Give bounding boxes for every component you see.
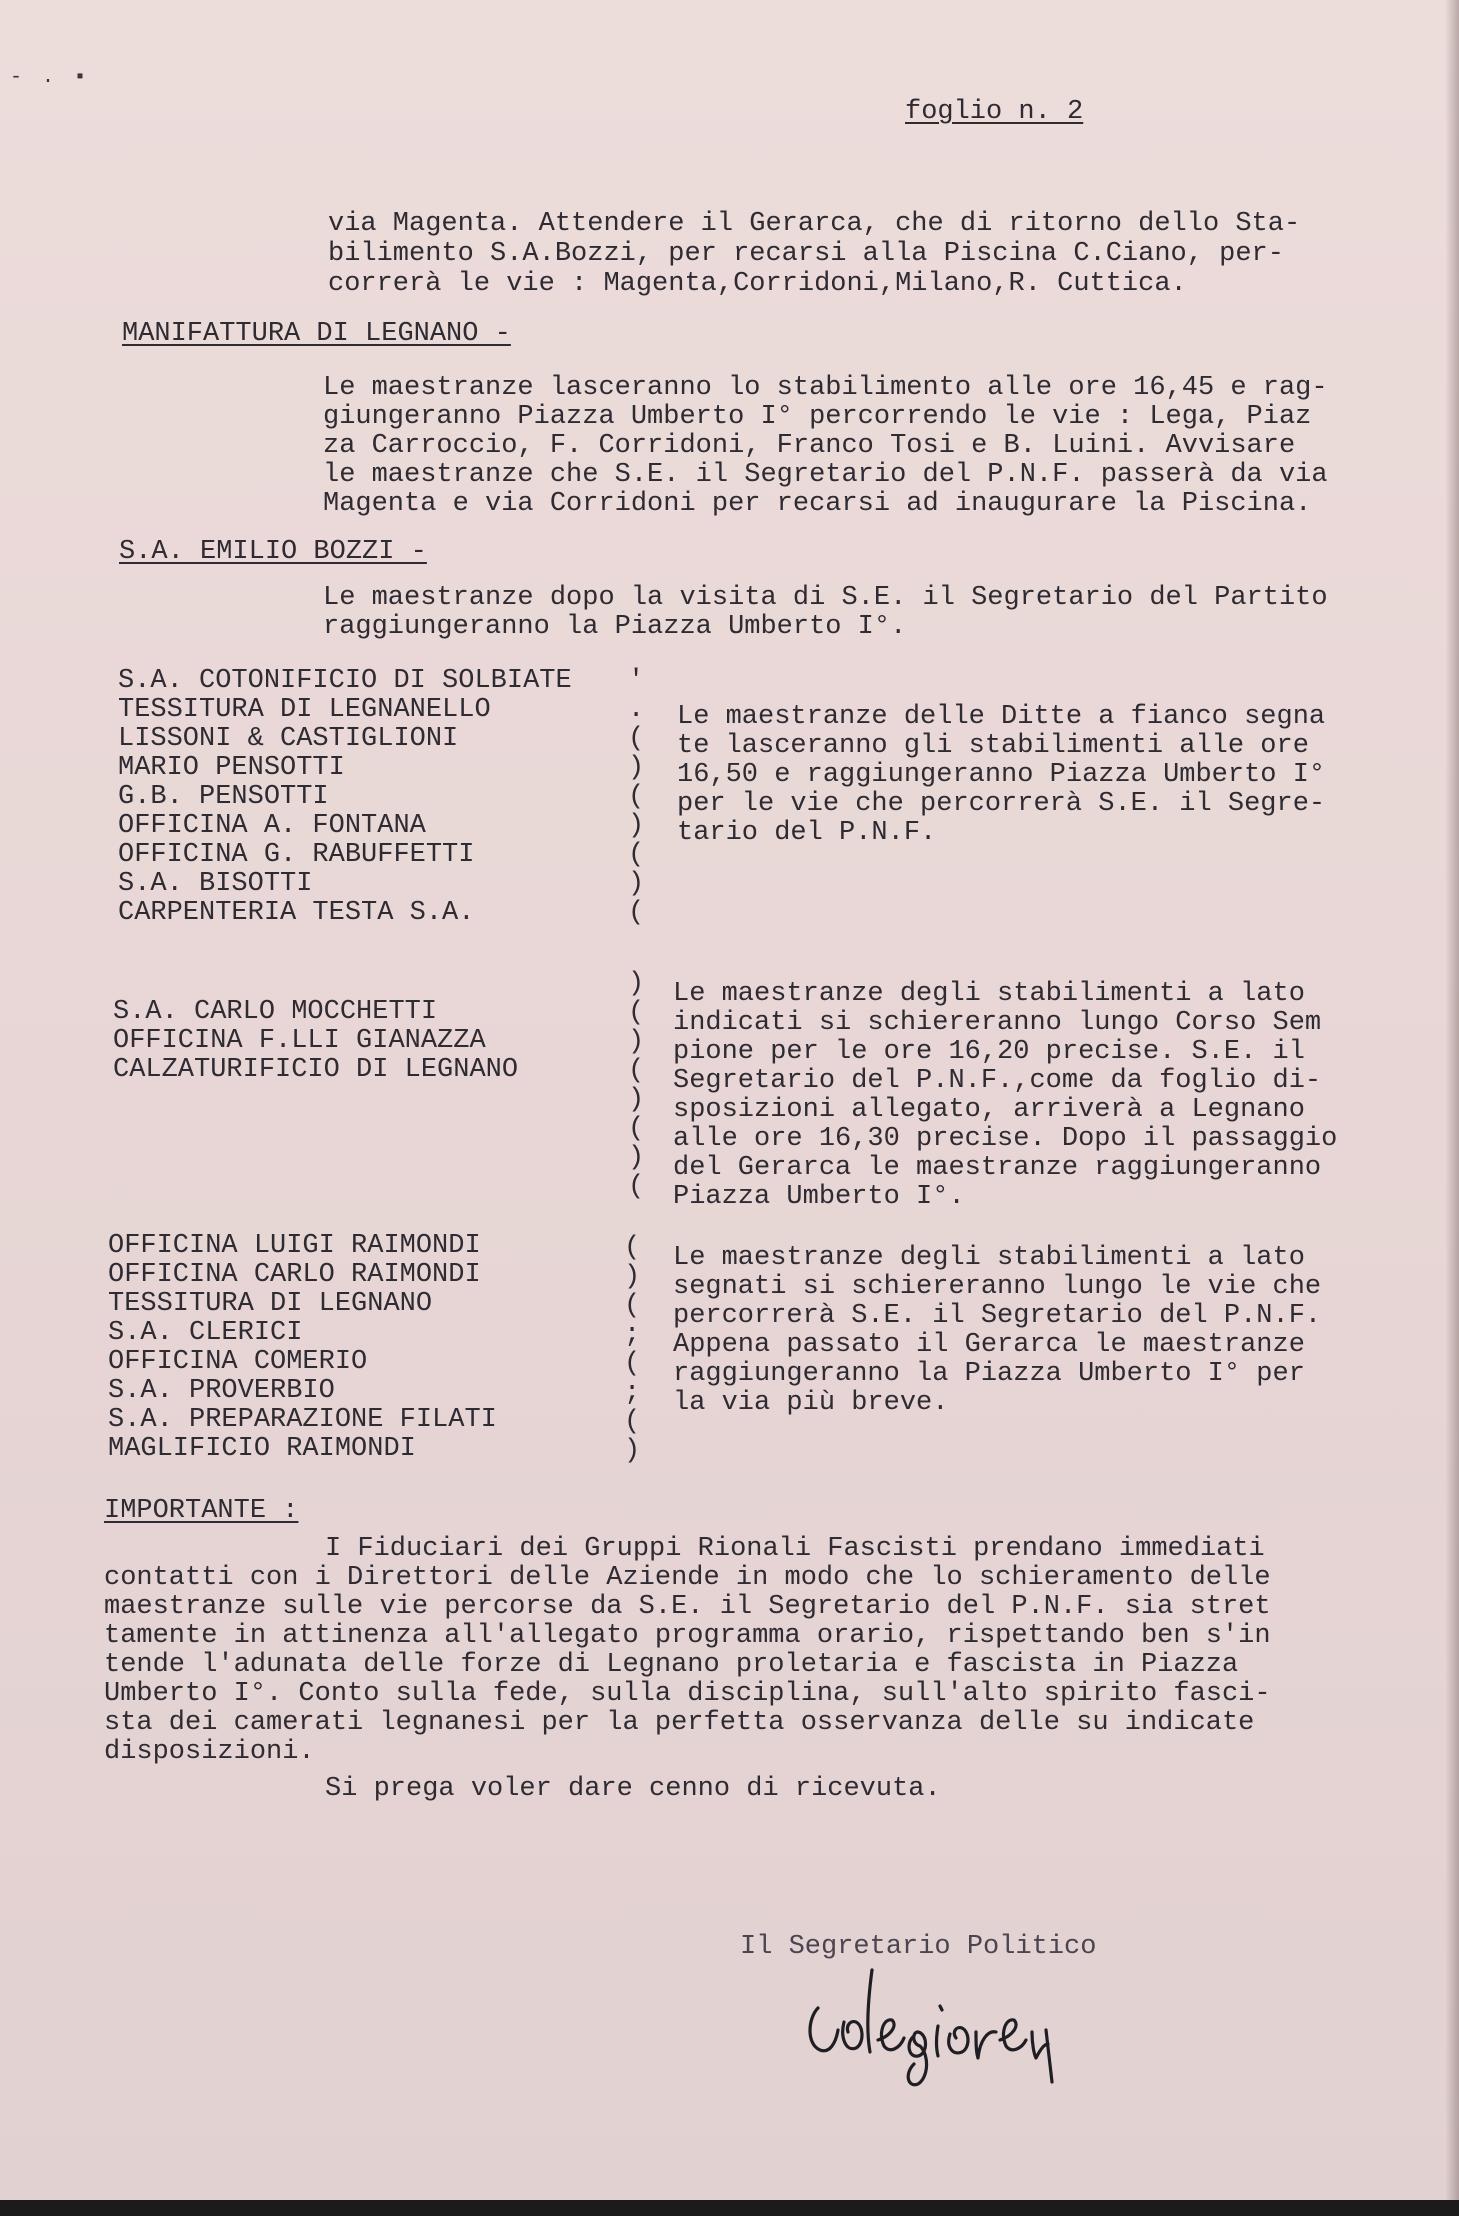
company-name: TESSITURA DI LEGNANELLO — [118, 695, 491, 725]
handwritten-signature — [800, 1960, 1130, 2090]
bracket-mark: ( — [624, 1349, 641, 1379]
bracket-mark: ) — [628, 753, 645, 783]
company-name: S.A. CARLO MOCCHETTI — [113, 997, 438, 1027]
company-name: S.A. CLERICI — [108, 1318, 303, 1348]
bozzi-line: raggiungeranno la Piazza Umberto I°. — [323, 612, 907, 642]
group-text-line: del Gerarca le maestranze raggiungeranno — [673, 1153, 1322, 1183]
bracket-mark: ; — [624, 1378, 641, 1408]
section-heading-bozzi: S.A. EMILIO BOZZI - — [119, 537, 427, 567]
bracket-mark: ' — [628, 666, 645, 696]
manifattura-line: Magenta e via Corridoni per recarsi ad inaugurare la Piscina. — [323, 489, 1312, 519]
group-text-line: Segretario del P.N.F.,come da foglio di- — [673, 1066, 1322, 1096]
importante-line: tende l'adunata delle forze di Legnano proletaria e fascista in Piazza — [104, 1650, 1239, 1680]
company-name: LISSONI & CASTIGLIONI — [118, 724, 459, 754]
company-name: MARIO PENSOTTI — [118, 753, 345, 783]
importante-line: I Fiduciari dei Gruppi Rionali Fascisti prendano immediati — [325, 1534, 1265, 1564]
group-text-line: tario del P.N.F. — [677, 818, 937, 848]
bracket-mark: ( — [628, 1056, 645, 1086]
manifattura-line: za Carroccio, F. Corridoni, Franco Tosi e B. Luini. Avvisare — [323, 431, 1296, 461]
bracket-mark: ( — [628, 998, 645, 1028]
group-text-line: per le vie che percorrerà S.E. il Segre- — [677, 789, 1326, 819]
bracket-mark: ( — [624, 1407, 641, 1437]
manifattura-line: le maestranze che S.E. il Segretario del P.N.F. passerà da via — [323, 460, 1328, 490]
group-text-line: Le maestranze degli stabilimenti a lato — [673, 979, 1305, 1009]
group-text-line: la via più breve. — [673, 1388, 949, 1418]
group-text-line: pione per le ore 16,20 precise. S.E. il — [673, 1037, 1305, 1067]
bracket-mark: ( — [628, 840, 645, 870]
company-name: CARPENTERIA TESTA S.A. — [118, 898, 475, 928]
company-name: G.B. PENSOTTI — [118, 782, 329, 812]
group-text-line: Le maestranze delle Ditte a fianco segna — [677, 702, 1326, 732]
company-name: S.A. PREPARAZIONE FILATI — [108, 1405, 497, 1435]
bracket-mark: ( — [628, 1114, 645, 1144]
bracket-mark: ( — [628, 782, 645, 812]
page-label: foglio n. 2 — [905, 97, 1084, 127]
bracket-mark: ( — [628, 724, 645, 754]
group-text-line: indicati si schiereranno lungo Corso Sem — [673, 1008, 1322, 1038]
bracket-mark: ( — [624, 1291, 641, 1321]
company-name: MAGLIFICIO RAIMONDI — [108, 1434, 416, 1464]
company-name: CALZATURIFICIO DI LEGNANO — [113, 1055, 519, 1085]
section-heading-importante: IMPORTANTE : — [104, 1496, 299, 1526]
signatory-title: Il Segretario Politico — [740, 1932, 1097, 1962]
company-name: S.A. PROVERBIO — [108, 1376, 335, 1406]
importante-line: tamente in attinenza all'allegato programma orario, rispettando ben s'in — [104, 1621, 1271, 1651]
bracket-mark: ) — [628, 869, 645, 899]
bracket-mark: ( — [628, 898, 645, 928]
group-text-line: Appena passato il Gerarca le maestranze — [673, 1330, 1305, 1360]
importante-line: maestranze sulle vie percorse da S.E. il Segretario del P.N.F. sia stret — [104, 1592, 1271, 1622]
bracket-mark: ) — [628, 1027, 645, 1057]
bracket-mark: ) — [628, 811, 645, 841]
company-name: OFFICINA LUIGI RAIMONDI — [108, 1231, 481, 1261]
scan-border — [0, 2200, 1459, 2216]
importante-line: contatti con i Direttori delle Aziende in modo che lo schieramento delle — [104, 1563, 1271, 1593]
company-name: S.A. BISOTTI — [118, 869, 313, 899]
company-name: OFFICINA G. RABUFFETTI — [118, 840, 475, 870]
importante-line: disposizioni. — [104, 1737, 315, 1767]
bracket-mark: ) — [628, 1143, 645, 1173]
importante-line: Umberto I°. Conto sulla fede, sulla disciplina, sull'alto spirito fasci- — [104, 1679, 1271, 1709]
bracket-mark: ( — [624, 1233, 641, 1263]
group-text-line: Le maestranze degli stabilimenti a lato — [673, 1243, 1305, 1273]
paper-edge-shadow — [1445, 0, 1459, 2216]
bracket-mark: ) — [628, 969, 645, 999]
group-text-line: 16,50 e raggiungeranno Piazza Umberto I° — [677, 760, 1326, 790]
bracket-mark: ) — [624, 1436, 641, 1466]
company-name: OFFICINA A. FONTANA — [118, 811, 426, 841]
manifattura-line: Le maestranze lasceranno lo stabilimento alle ore 16,45 e rag- — [323, 373, 1328, 403]
group-text-line: alle ore 16,30 precise. Dopo il passaggio — [673, 1124, 1338, 1154]
company-name: OFFICINA COMERIO — [108, 1347, 368, 1377]
group-text-line: percorrerà S.E. il Segretario del P.N.F. — [673, 1301, 1322, 1331]
bracket-mark: ; — [624, 1320, 641, 1350]
company-name: OFFICINA F.LLI GIANAZZA — [113, 1026, 486, 1056]
bozzi-line: Le maestranze dopo la visita di S.E. il Segretario del Partito — [323, 583, 1328, 613]
company-name: OFFICINA CARLO RAIMONDI — [108, 1260, 481, 1290]
section-heading-manifattura: MANIFATTURA DI LEGNANO - — [122, 319, 511, 349]
manifattura-line: giungeranno Piazza Umberto I° percorrendo le vie : Lega, Piaz — [323, 402, 1312, 432]
group-text-line: te lasceranno gli stabilimenti alle ore — [677, 731, 1309, 761]
corner-mark: - . ▪ — [10, 66, 91, 89]
company-name: TESSITURA DI LEGNANO — [108, 1289, 433, 1319]
group-text-line: segnati si schiereranno lungo le vie che — [673, 1272, 1322, 1302]
importante-line: sta dei camerati legnanesi per la perfetta osservanza delle su indicate — [104, 1708, 1255, 1738]
group-text-line: Piazza Umberto I°. — [673, 1182, 965, 1212]
intro-line: via Magenta. Attendere il Gerarca, che di ritorno dello Sta- — [328, 209, 1301, 239]
bracket-mark: ) — [628, 1085, 645, 1115]
company-name: S.A. COTONIFICIO DI SOLBIATE — [118, 666, 572, 696]
closing-line: Si prega voler dare cenno di ricevuta. — [325, 1774, 941, 1804]
bracket-mark: . — [628, 695, 645, 725]
group-text-line: raggiungeranno la Piazza Umberto I° per — [673, 1359, 1305, 1389]
signature-drawing — [800, 1960, 1130, 2090]
bracket-mark: ( — [628, 1172, 645, 1202]
intro-line: bilimento S.A.Bozzi, per recarsi alla Piscina C.Ciano, per- — [328, 239, 1284, 269]
group-text-line: sposizioni allegato, arriverà a Legnano — [673, 1095, 1305, 1125]
bracket-mark: ) — [624, 1262, 641, 1292]
intro-line: correrà le vie : Magenta,Corridoni,Milano,R. Cuttica. — [328, 269, 1187, 299]
